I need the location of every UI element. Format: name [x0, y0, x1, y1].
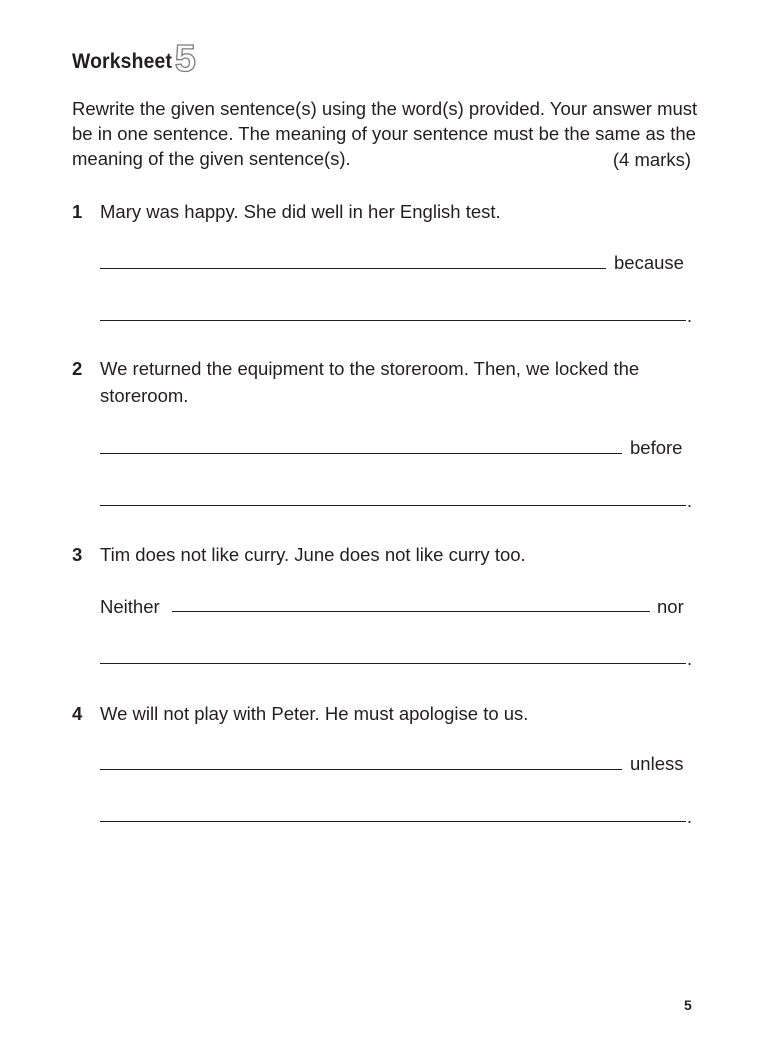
end-period: . — [687, 306, 693, 326]
answer-line[interactable] — [172, 611, 650, 612]
answer-line[interactable] — [100, 453, 622, 454]
answer-line[interactable] — [100, 821, 686, 822]
marks-label: (4 marks) — [612, 149, 691, 170]
question-number: 1 — [72, 201, 83, 222]
connector-word: unless — [630, 753, 684, 774]
lead-word: Neither — [100, 596, 160, 617]
question-number: 4 — [72, 703, 83, 724]
answer-line[interactable] — [100, 505, 686, 506]
worksheet-title — [72, 34, 196, 80]
connector-word: nor — [657, 596, 684, 617]
question-number: 3 — [72, 544, 83, 565]
worksheet-label: Worksheet — [72, 50, 173, 73]
page-number: 5 — [684, 997, 692, 1013]
worksheet-number: 5 — [174, 38, 196, 80]
question-text: We returned the equipment to the storeroom. Then, we locked the storeroom. — [100, 358, 640, 406]
end-period: . — [687, 807, 693, 827]
instructions: Rewrite the given sentence(s) using the word(s) provided. Your answer must be in one sentence. The meaning of your sentence must be the same as the meaning of the given sentence(s). — [72, 98, 698, 169]
question-text: We will not play with Peter. He must apologise to us. — [100, 703, 529, 724]
answer-line[interactable] — [100, 268, 606, 269]
connector-word: because — [614, 252, 684, 273]
answer-line[interactable] — [100, 320, 686, 321]
question-text: Mary was happy. She did well in her English test. — [100, 201, 501, 222]
answer-line[interactable] — [100, 663, 686, 664]
question-number: 2 — [72, 358, 83, 379]
end-period: . — [687, 649, 693, 669]
question-text: Tim does not like curry. June does not like curry too. — [100, 544, 526, 565]
connector-word: before — [630, 437, 683, 458]
end-period: . — [687, 491, 693, 511]
answer-line[interactable] — [100, 769, 622, 770]
